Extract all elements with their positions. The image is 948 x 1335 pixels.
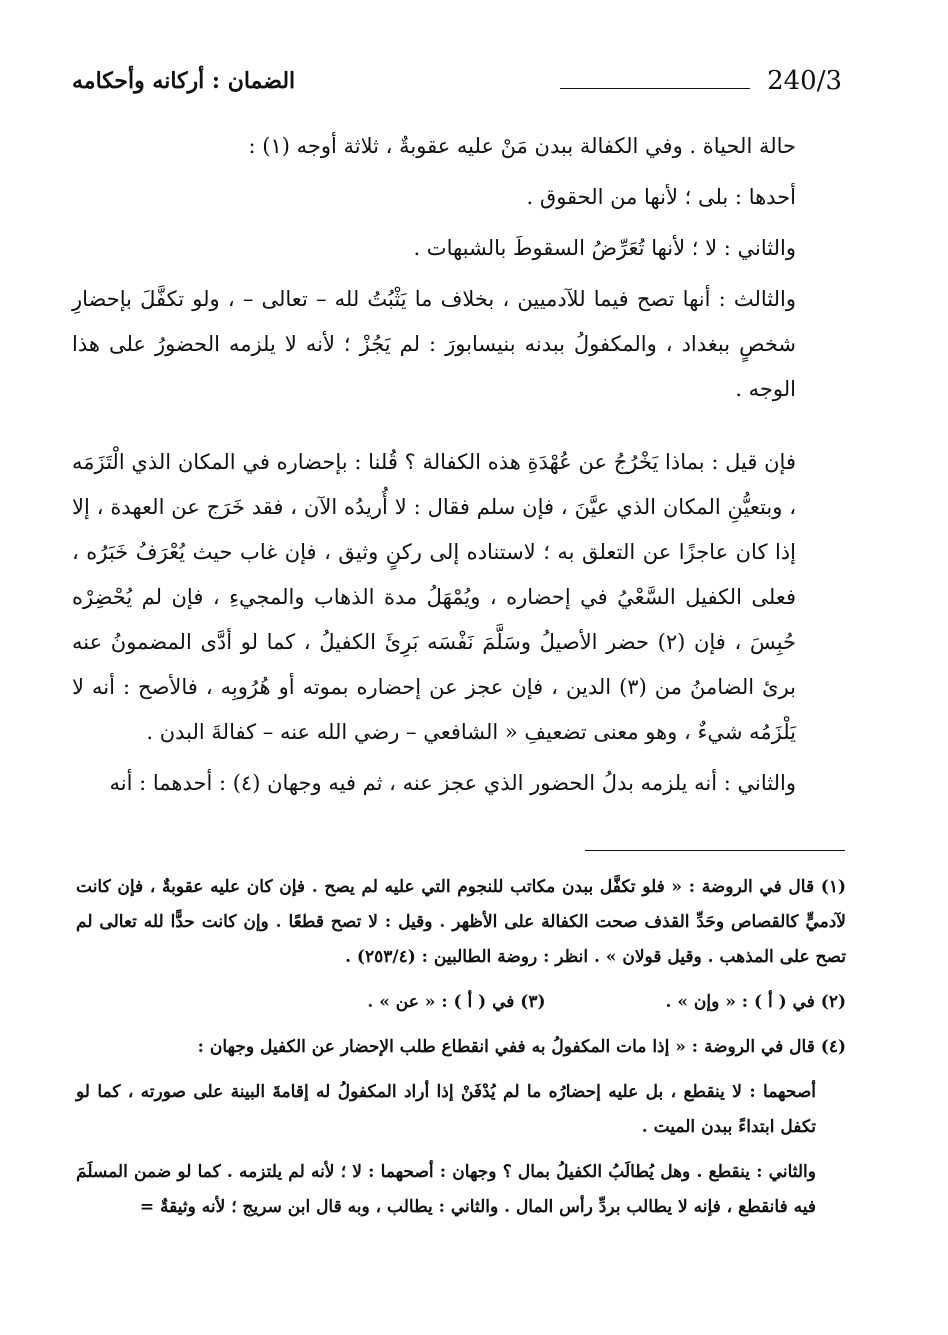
header-rule bbox=[560, 88, 750, 89]
paragraph: حالة الحياة . وفي الكفالة ببدن مَنْ عليه عقوبةٌ ، ثلاثة أوجه (١) : bbox=[248, 134, 796, 158]
footnote-1: (١) قال في الروضة : « فلو تكفَّل ببدن مكاتب للنجوم التي عليه لم يصح . فإن كان عليه عقوبةٌ ، فإن كانت لآدميٍّ كالقصاص وحَدِّ القذف صحت الكفالة على الأظهر . وقيل : لا تصح قطعًا . وإن كانت حدًّا لله تعالى لم تصح على المذهب . وقيل قولان » . انظر : روضة الطالبين : (٢٥٣/٤) . bbox=[76, 877, 846, 967]
footnote-4: (٤) قال في الروضة : « إذا مات المكفولُ به ففي انقطاع طلب الإحضار عن الكفيل وجهان : bbox=[197, 1037, 846, 1057]
footnote-separator bbox=[585, 850, 845, 851]
footnote-pair bbox=[76, 985, 846, 1020]
paragraph: والثاني : لا ؛ لأنها تُعَرِّضُ السقوطَ بالشبهات . bbox=[413, 236, 796, 260]
footnote-4-part-a: أصحهما : لا ينقطع ، بل عليه إحضارُه ما لم يُدْفَنْ إذا أراد المكفولُ له إقامةَ البينة على صورته ، كما لو تكفل ابتداءً ببدن الميت . bbox=[76, 1082, 816, 1137]
page-header bbox=[72, 66, 842, 106]
footnote-4-part-b: والثاني : ينقطع . وهل يُطالَبُ الكفيلُ بمال ؟ وجهان : أصحهما : لا ؛ لأنه لم يلتزمه . كما لو ضمن المسلَمَ فيه فانقطع ، فإنه لا يطالب بردِّ رأس المال . والثاني : يطالب ، وبه قال ابن سريج ؛ لأنه وثيقةٌ = bbox=[76, 1162, 816, 1217]
paragraph: أحدها : بلى ؛ لأنها من الحقوق . bbox=[526, 185, 796, 209]
page-number: 240/3 bbox=[767, 66, 842, 96]
footnote-2: (٢) في ( أ ) : « وإن » . bbox=[665, 992, 846, 1012]
paragraph: والثاني : أنه يلزمه بدلُ الحضور الذي عجز عنه ، ثم فيه وجهان (٤) : أحدهما : أنه bbox=[109, 771, 796, 795]
main-text bbox=[72, 124, 844, 806]
running-title: الضمان : أركانه وأحكامه bbox=[72, 68, 296, 94]
paragraph: فإن قيل : بماذا يَخْرُجُ عن عُهْدَةِ هذه الكفالة ؟ قُلنا : بإحضاره في المكان الذي الْتَزَمَه ، وبتعيُّنِ المكان الذي عيَّنَ ، فإن سلم فقال : لا أُريدُه الآن ، فقد خَرَج عن العهدة ، إلا إذا كان عاجزًا عن التعلق به ؛ لاستناده إلى ركنٍ وثيق ، فإن غاب حيث يُعْرَفُ خَبَرُه ، فعلى الكفيل السَّعْيُ في إحضاره ، ويُمْهَلُ مدة الذهاب والمجيءِ ، فإن لم يُحْضِرْه حُبِسَ ، فإن (٢) حضر الأصيلُ وسَلَّمَ نَفْسَه بَرِئَ الكفيلُ ، كما لو أدَّى المضمونُ عنه برئ الضامنُ من (٣) الدين ، فإن عجز عن إحضاره بموته أو هُرُوبِه ، فالأصح : أنه لا يَلْزَمُه شيءٌ ، وهو معنى تضعيفِ « الشافعي – رضي الله عنه – كفالةَ البدن . bbox=[72, 450, 797, 744]
footnote-3: (٣) في ( أ ) : « عن » . bbox=[367, 992, 546, 1012]
footnotes bbox=[76, 870, 846, 1225]
paragraph: والثالث : أنها تصح فيما للآدميين ، بخلاف ما يَثْبُتُ لله – تعالى – ، ولو تكفَّلَ بإحضارِ شخصٍ ببغداد ، والمكفولُ ببدنه بنيسابورَ : لم يَجُزْ ؛ لأنه لا يلزمه الحضورُ على هذا الوجه . bbox=[72, 287, 796, 401]
